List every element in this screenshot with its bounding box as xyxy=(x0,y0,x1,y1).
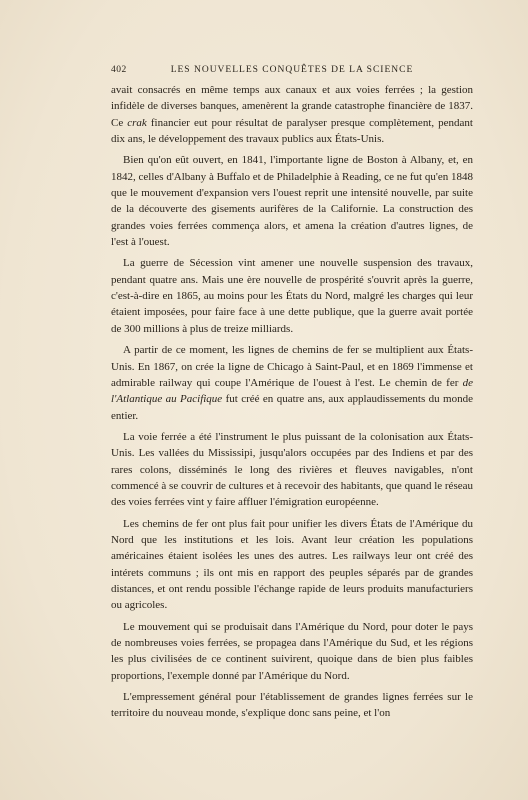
paragraph-4-text-b: fut créé en quatre ans, aux applaudissements du monde entier. xyxy=(111,393,473,422)
paragraph-3 xyxy=(111,255,473,337)
page-number: 402 xyxy=(111,65,127,75)
paragraph-3-text: La guerre de Sécession vint amener une nouvelle suspension des travaux, pendant quatre ans. Mais une ère nouvelle de prospérité s'ouvrit après la guerre, c'est-à-dire en 1865, au moins pour les États du Nord, malgré les charges qui leur étaient imposées, pour faire face à une dette publique, que la guerre avait portée de 300 millions à plus de treize milliards. xyxy=(111,257,473,335)
paragraph-4-text-a: A partir de ce moment, les lignes de chemins de fer se multiplient aux États-Unis. En 1867, on crée la ligne de Chicago à Saint-Paul, et en 1869 l'immense et admirable railway qui coupe l'Amérique de l'ouest à l'est. Le chemin de fer xyxy=(111,344,473,389)
paragraph-7-text: Le mouvement qui se produisait dans l'Amérique du Nord, pour doter le pays de nombreuses voies ferrées, se propagea dans l'Amérique du Sud, et les régions les plus civilisées de ce continent suivirent, quoique dans de bien plus faibles proportions, l'exemple donné par l'Amérique du Nord. xyxy=(111,620,473,682)
paragraph-8-text: L'empressement général pour l'établissement de grandes lignes ferrées sur le territoire du nouveau monde, s'explique donc sans peine, et l'on xyxy=(111,691,473,720)
body-text xyxy=(111,82,473,727)
paragraph-2 xyxy=(111,152,473,250)
paragraph-1-text-a: avait consacrés en même temps aux canaux et aux voies ferrées ; la gestion infidèle de diverses banques, amenèrent la grande catastrophe financière de 1837. Ce xyxy=(111,84,473,129)
paragraph-8 xyxy=(111,689,473,722)
running-title: LES NOUVELLES CONQUÊTES DE LA SCIENCE xyxy=(170,65,414,75)
paragraph-5-text: La voie ferrée a été l'instrument le plus puissant de la colonisation aux États-Unis. Les vallées du Mississipi, jusqu'alors occupées par des Indiens et par des rares colons, disséminés le long des rivières et fleuves navigables, n'ont commencé à se couvrir de cultures et à recevoir des habitants, que quand le réseau des voies ferrées vint y faire affluer l'émigration européenne. xyxy=(111,430,473,509)
paragraph-1 xyxy=(111,82,473,147)
paragraph-6 xyxy=(111,516,473,614)
paragraph-5 xyxy=(111,429,473,511)
paragraph-1-italic-crak: crak xyxy=(127,116,147,129)
paragraph-6-text: Les chemins de fer ont plus fait pour unifier les divers États de l'Amérique du Nord que les institutions et les lois. Avant leur création les populations américaines étaient isolées les unes des autres. Les railways leur ont créé des intérets communs ; ils ont mis en rapport des peuples séparés par de grandes distances, et ont rendu possible l'échange rapide de leurs produits manufacturiers ou agricoles. xyxy=(111,517,473,612)
paragraph-4 xyxy=(111,342,473,424)
paragraph-4-italic-railway-name: de l'Atlantique au Pacifique xyxy=(111,376,473,406)
page-header xyxy=(111,65,473,79)
paragraph-7 xyxy=(111,619,473,684)
paragraph-2-text: Bien qu'on eût ouvert, en 1841, l'importante ligne de Boston à Albany, et, en 1842, celles d'Albany à Buffalo et de Philadelphie à Reading, ce ne fut qu'en 1848 que le mouvement d'expansion vers l'ouest reprit une intensité nouvelle, par suite de la découverte des gisements aurifères de la Californie. La construction des grandes voies ferrées commença alors, et amena la création d'autres lignes, de l'est à l'ouest. xyxy=(111,154,473,249)
paragraph-1-text-b: financier eut pour résultat de paralyser presque complètement, pendant dix ans, le développement des travaux publics aux États-Unis. xyxy=(111,116,473,146)
